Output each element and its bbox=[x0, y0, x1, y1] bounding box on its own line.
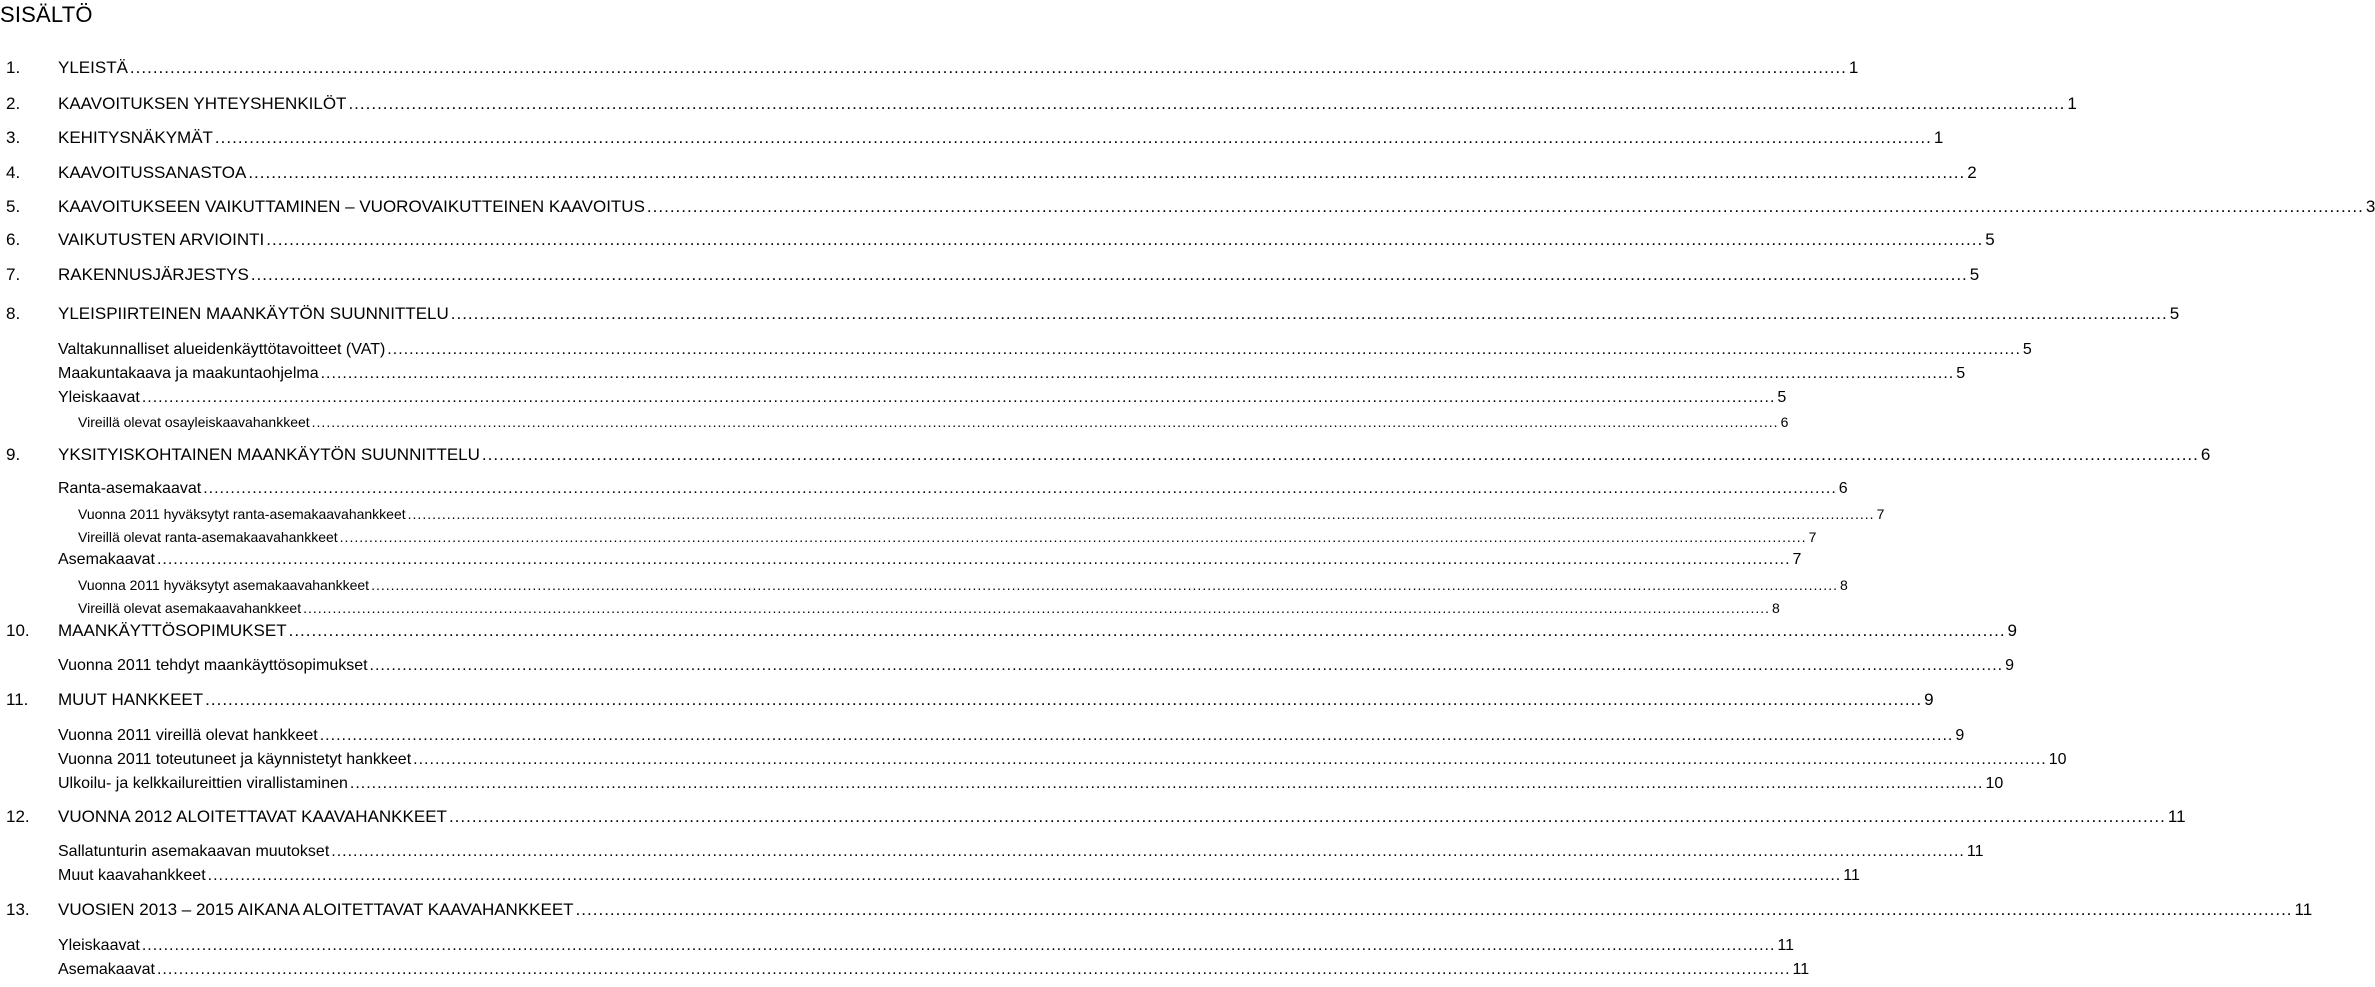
toc-entry-page: 6 bbox=[1780, 414, 1789, 430]
toc-entry-label: Vuonna 2011 tehdyt maankäyttösopimukset bbox=[58, 657, 368, 674]
toc-entry[interactable] bbox=[0, 197, 2375, 219]
toc-entry-page: 7 bbox=[1792, 551, 1802, 568]
toc-entry-label: Vuonna 2011 hyväksytyt ranta-asemakaavahankkeet bbox=[78, 506, 406, 522]
toc-entry-page: 11 bbox=[1843, 867, 1860, 884]
toc-entry[interactable] bbox=[0, 410, 1789, 432]
toc-entry-number: 4. bbox=[6, 163, 21, 182]
toc-entry-page: 10 bbox=[1985, 775, 2004, 792]
toc-entry-number: 12. bbox=[6, 807, 30, 826]
toc-entry-label: Valtakunnalliset alueidenkäyttötavoitteet (VAT) bbox=[58, 341, 386, 358]
toc-entry[interactable] bbox=[0, 596, 1780, 618]
toc-entry-number: 13. bbox=[6, 900, 30, 919]
toc-leader-dots: ............................................................................................................................................................................................................................................................................................................ bbox=[413, 751, 2047, 768]
toc-entry-number: 1. bbox=[6, 58, 21, 77]
toc-leader-dots: ............................................................................................................................................................................................................................................................................................................ bbox=[205, 690, 1923, 709]
toc-entry[interactable] bbox=[0, 573, 1848, 595]
toc-leader-dots: ............................................................................................................................................................................................................................................................................................................ bbox=[203, 480, 1837, 497]
toc-entry-label: VAIKUTUSTEN ARVIOINTI bbox=[58, 230, 265, 249]
toc-entry-page: 5 bbox=[1985, 230, 1995, 249]
toc-entry-page: 9 bbox=[1924, 690, 1934, 709]
toc-entry-number: 8. bbox=[6, 304, 21, 323]
toc-entry-label: Sallatunturin asemakaavan muutokset bbox=[58, 843, 330, 860]
toc-leader-dots: ............................................................................................................................................................................................................................................................................................................ bbox=[214, 128, 1932, 147]
toc-leader-dots: ............................................................................................................................................................................................................................................................................................................ bbox=[156, 961, 1791, 978]
toc-entry-page: 7 bbox=[1876, 506, 1885, 522]
toc-entry[interactable] bbox=[0, 502, 1885, 524]
toc-entry[interactable] bbox=[0, 549, 1802, 571]
toc-entry-label: Maakuntakaava ja maakuntaohjelma bbox=[58, 365, 319, 382]
toc-entry-number: 11. bbox=[6, 690, 29, 709]
toc-leader-dots: ............................................................................................................................................................................................................................................................................................................ bbox=[349, 775, 1984, 792]
toc-leader-dots: ............................................................................................................................................................................................................................................................................................................ bbox=[646, 197, 2364, 216]
toc-entry-page: 7 bbox=[1808, 529, 1817, 545]
toc-entry[interactable] bbox=[0, 807, 2186, 829]
toc-entry-page: 11 bbox=[1777, 937, 1795, 954]
toc-entry-label: Muut kaavahankkeet bbox=[58, 867, 206, 884]
toc-entry-label: Vuonna 2011 hyväksytyt asemakaavahankkeet bbox=[78, 577, 370, 593]
toc-leader-dots: ............................................................................................................................................................................................................................................................................................................ bbox=[129, 58, 1847, 77]
page-title: SISÄLTÖ bbox=[0, 2, 93, 27]
toc-entry[interactable] bbox=[0, 58, 1859, 80]
toc-entry-number: 7. bbox=[6, 265, 21, 284]
toc-entry-page: 1 bbox=[2067, 94, 2077, 113]
toc-entry-label: Ulkoilu- ja kelkkailureittien virallistaminen bbox=[58, 775, 348, 792]
toc-entry[interactable] bbox=[0, 94, 2077, 116]
toc-entry-label: VUONNA 2012 ALOITETTAVAT KAAVAHANKKEET bbox=[58, 807, 447, 826]
toc-entry[interactable] bbox=[0, 363, 1966, 385]
toc-entry-page: 2 bbox=[1967, 163, 1977, 182]
toc-leader-dots: ............................................................................................................................................................................................................................................................................................................ bbox=[141, 937, 1776, 954]
toc-entry-page: 3 bbox=[2365, 197, 2375, 216]
toc-entry-label: Yleiskaavat bbox=[58, 937, 140, 954]
toc-entry[interactable] bbox=[0, 230, 1995, 252]
toc-entry[interactable] bbox=[0, 525, 1817, 547]
toc-entry-page: 1 bbox=[1933, 128, 1944, 147]
toc-leader-dots: ............................................................................................................................................................................................................................................................................................................ bbox=[250, 265, 1968, 284]
toc-entry-label: RAKENNUSJÄRJESTYS bbox=[58, 265, 249, 284]
toc-entry-label: MAANKÄYTTÖSOPIMUKSET bbox=[58, 621, 287, 640]
toc-entry-label: Vireillä olevat ranta-asemakaavahankkeet bbox=[78, 529, 338, 545]
toc-entry-page: 1 bbox=[1848, 58, 1859, 77]
toc-leader-dots: ............................................................................................................................................................................................................................................................................................................ bbox=[266, 230, 1984, 249]
toc-leader-dots: ............................................................................................................................................................................................................................................................................................................ bbox=[141, 389, 1776, 406]
toc-entry-page: 11 bbox=[1966, 843, 1984, 860]
toc-leader-dots: ............................................................................................................................................................................................................................................................................................................ bbox=[339, 529, 1807, 545]
toc-entry-number: 3. bbox=[6, 128, 21, 147]
toc-leader-dots: ............................................................................................................................................................................................................................................................................................................ bbox=[481, 445, 2199, 464]
toc-leader-dots: ............................................................................................................................................................................................................................................................................................................ bbox=[303, 600, 1771, 616]
toc-entry-page: 5 bbox=[1969, 265, 1980, 284]
toc-leader-dots: ............................................................................................................................................................................................................................................................................................................ bbox=[311, 414, 1779, 430]
toc-entry-label: Vireillä olevat asemakaavahankkeet bbox=[78, 600, 302, 616]
toc-entry-label: KAAVOITUKSEN YHTEYSHENKILÖT bbox=[58, 94, 347, 113]
toc-entry-label: MUUT HANKKEET bbox=[58, 690, 204, 709]
toc-leader-dots: ............................................................................................................................................................................................................................................................................................................ bbox=[369, 657, 2004, 674]
toc-entry-page: 11 bbox=[1792, 961, 1810, 978]
toc-entry[interactable] bbox=[0, 959, 1810, 981]
toc-entry-page: 11 bbox=[2294, 900, 2313, 919]
toc-entry-label: Vireillä olevat osayleiskaavahankkeet bbox=[78, 414, 310, 430]
toc-entry-number: 6. bbox=[6, 230, 21, 249]
toc-entry-number: 9. bbox=[6, 445, 21, 464]
toc-leader-dots: ............................................................................................................................................................................................................................................................................................................ bbox=[448, 807, 2166, 826]
toc-entry-page: 6 bbox=[2200, 445, 2211, 464]
toc-entry-page: 8 bbox=[1839, 577, 1848, 593]
toc-entry[interactable] bbox=[0, 128, 1944, 150]
toc-entry-label: Vuonna 2011 vireillä olevat hankkeet bbox=[58, 727, 318, 744]
toc-entry[interactable] bbox=[0, 304, 2180, 326]
toc-entry-label: Asemakaavat bbox=[58, 551, 155, 568]
toc-entry-page: 5 bbox=[2022, 341, 2032, 358]
toc-entry-page: 6 bbox=[1838, 480, 1848, 497]
toc-entry[interactable] bbox=[0, 900, 2313, 922]
toc-leader-dots: ............................................................................................................................................................................................................................................................................................................ bbox=[371, 577, 1838, 593]
toc-leader-dots: ............................................................................................................................................................................................................................................................................................................ bbox=[156, 551, 1791, 568]
toc-entry[interactable] bbox=[0, 265, 1980, 287]
toc-entry-page: 5 bbox=[1956, 365, 1966, 382]
toc-entry-label: KAAVOITUKSEEN VAIKUTTAMINEN – VUOROVAIKUTTEINEN KAAVOITUS bbox=[58, 197, 645, 216]
toc-leader-dots: ............................................................................................................................................................................................................................................................................................................ bbox=[407, 506, 1875, 522]
toc-entry-page: 5 bbox=[1777, 389, 1787, 406]
toc-leader-dots: ............................................................................................................................................................................................................................................................................................................ bbox=[331, 843, 1965, 860]
toc-entry[interactable] bbox=[0, 725, 1965, 747]
toc-entry[interactable] bbox=[0, 445, 2211, 467]
toc-leader-dots: ............................................................................................................................................................................................................................................................................................................ bbox=[450, 304, 2168, 323]
toc-entry-number: 5. bbox=[6, 197, 21, 216]
toc-entry[interactable] bbox=[0, 841, 1984, 863]
toc-leader-dots: ............................................................................................................................................................................................................................................................................................................ bbox=[248, 163, 1966, 182]
toc-entry-label: Ranta-asemakaavat bbox=[58, 480, 202, 497]
toc-leader-dots: ............................................................................................................................................................................................................................................................................................................ bbox=[319, 727, 1954, 744]
toc-entry-page: 11 bbox=[2167, 807, 2186, 826]
toc-leader-dots: ............................................................................................................................................................................................................................................................................................................ bbox=[348, 94, 2066, 113]
toc-entry-page: 10 bbox=[2048, 751, 2067, 768]
toc-entry-label: KEHITYSNÄKYMÄT bbox=[58, 128, 213, 147]
toc-entry-page: 9 bbox=[2005, 657, 2015, 674]
toc-leader-dots: ............................................................................................................................................................................................................................................................................................................ bbox=[320, 365, 1955, 382]
toc-entry-number: 10. bbox=[6, 621, 30, 640]
toc-entry[interactable] bbox=[0, 749, 2067, 771]
toc-entry-label: YLEISPIIRTEINEN MAANKÄYTÖN SUUNNITTELU bbox=[58, 304, 449, 323]
toc-entry[interactable] bbox=[0, 339, 2032, 361]
toc-entry[interactable] bbox=[0, 865, 1860, 887]
toc-entry-label: YKSITYISKOHTAINEN MAANKÄYTÖN SUUNNITTELU bbox=[58, 445, 480, 464]
toc-entry-page: 8 bbox=[1772, 600, 1780, 616]
toc-leader-dots: ............................................................................................................................................................................................................................................................................................................ bbox=[575, 900, 2293, 919]
toc-entry-label: Yleiskaavat bbox=[58, 389, 140, 406]
toc-entry[interactable] bbox=[0, 655, 2015, 677]
toc-entry-label: Asemakaavat bbox=[58, 961, 155, 978]
toc-entry[interactable] bbox=[0, 387, 1787, 409]
toc-entry-number: 2. bbox=[6, 94, 21, 113]
toc-entry-label: YLEISTÄ bbox=[58, 58, 128, 77]
toc-entry-label: KAAVOITUSSANASTOA bbox=[58, 163, 247, 182]
toc-entry-page: 9 bbox=[1955, 727, 1965, 744]
toc-entry[interactable] bbox=[0, 478, 1848, 500]
toc-entry[interactable] bbox=[0, 773, 2004, 795]
toc-leader-dots: ............................................................................................................................................................................................................................................................................................................ bbox=[387, 341, 2021, 358]
toc-entry-label: VUOSIEN 2013 – 2015 AIKANA ALOITETTAVAT KAAVAHANKKEET bbox=[58, 900, 574, 919]
toc-entry[interactable] bbox=[0, 935, 1795, 957]
toc-leader-dots: ............................................................................................................................................................................................................................................................................................................ bbox=[288, 621, 2006, 640]
toc-entry-page: 5 bbox=[2169, 304, 2180, 323]
toc-entry-label: Vuonna 2011 toteutuneet ja käynnistetyt hankkeet bbox=[58, 751, 412, 768]
toc-entry-page: 9 bbox=[2007, 621, 2018, 640]
toc-entry[interactable] bbox=[0, 163, 1977, 185]
toc-entry[interactable] bbox=[0, 621, 2018, 643]
toc-leader-dots: ............................................................................................................................................................................................................................................................................................................ bbox=[207, 867, 1842, 884]
toc-entry[interactable] bbox=[0, 690, 1934, 712]
